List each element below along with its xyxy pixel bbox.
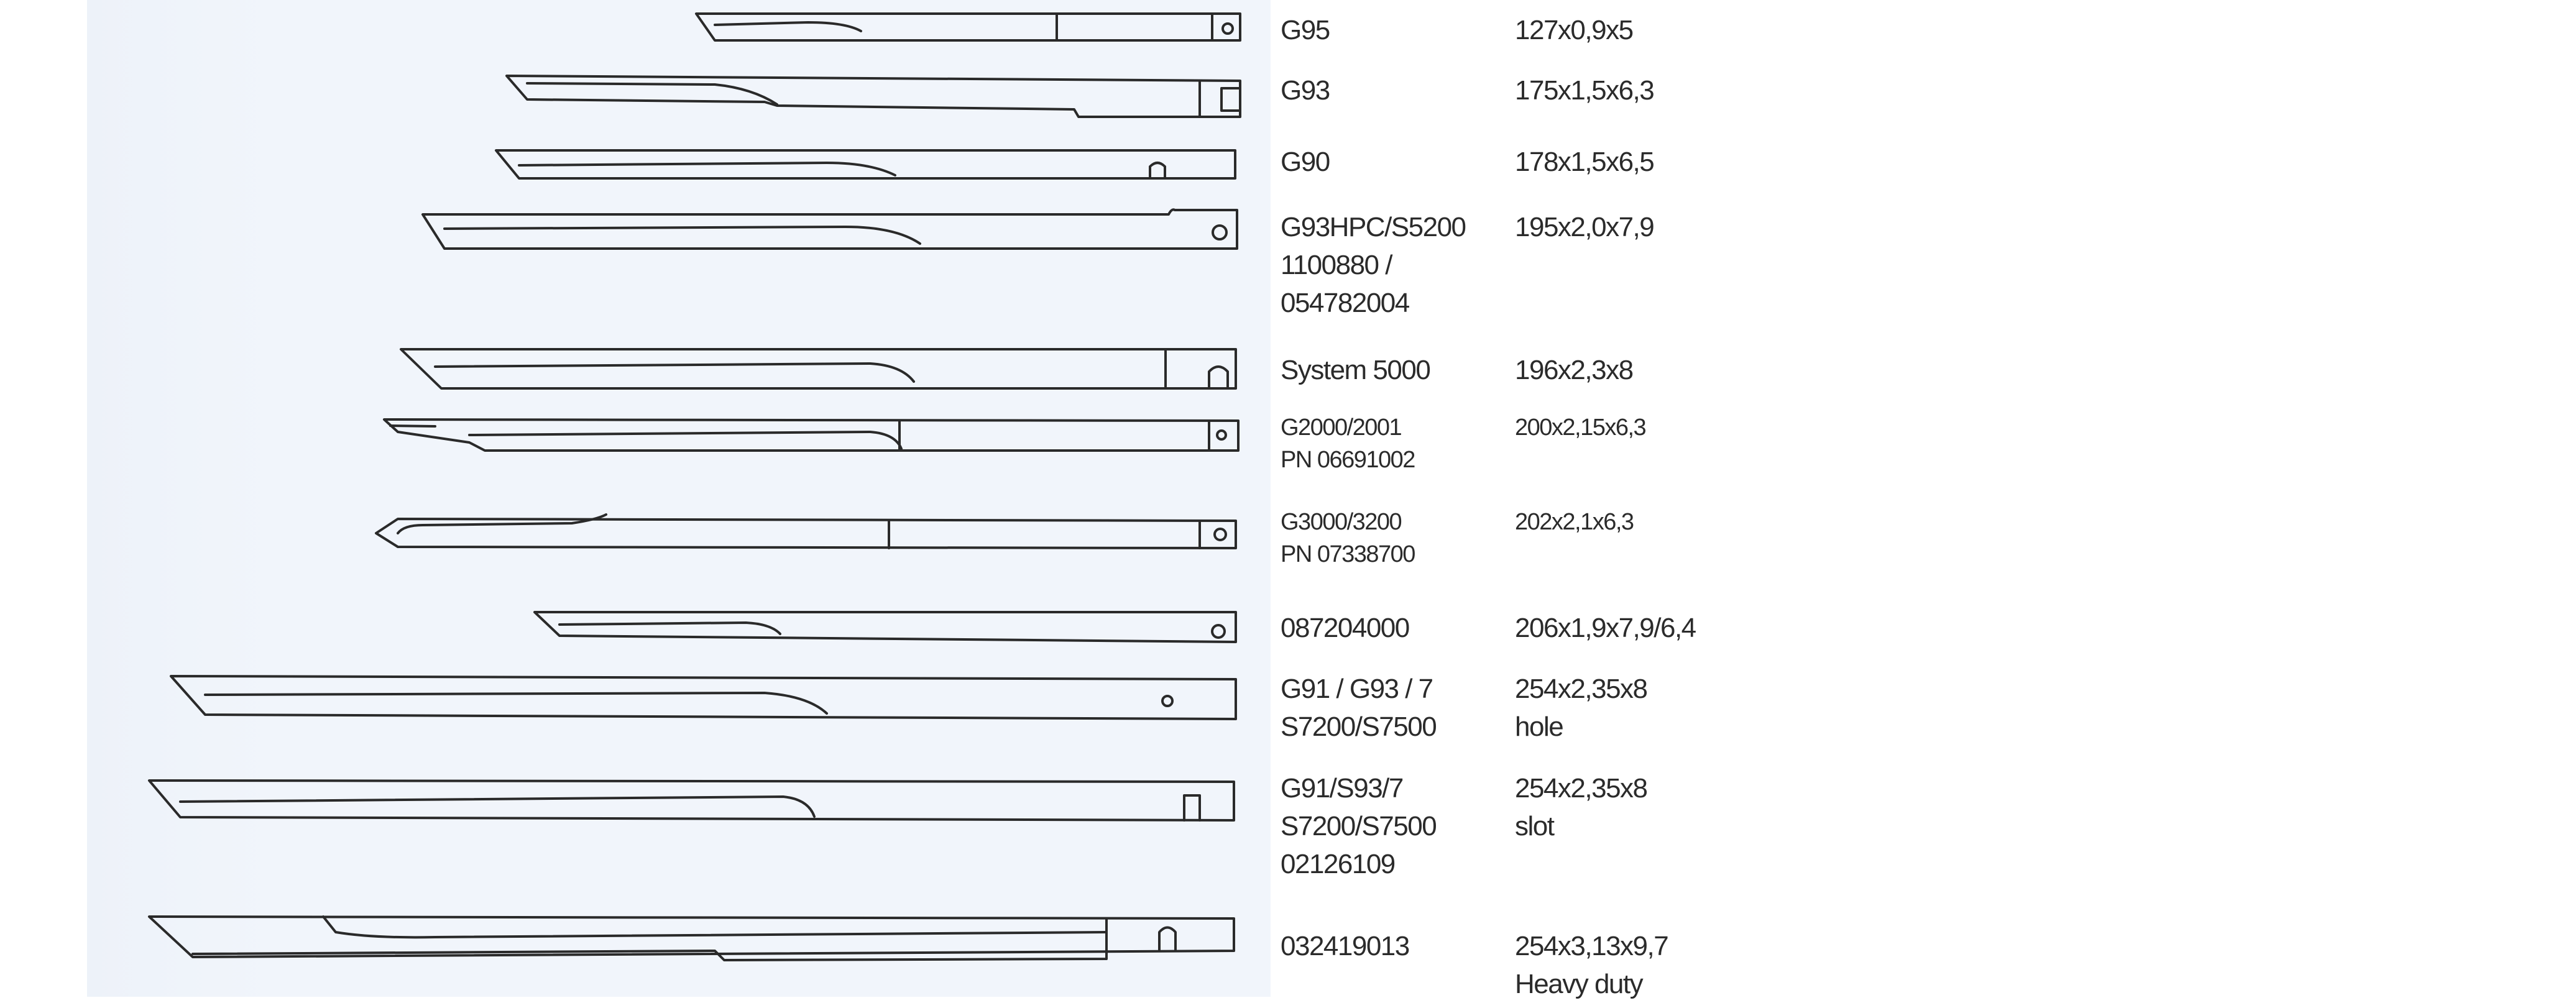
part-size-system5000: 196x2,3x8 [1515,355,1633,385]
part-size-g93: 175x1,5x6,3 [1515,75,1654,106]
blade-drawing-system5000 [401,349,1236,388]
part-name-g93hpc: G93HPC/S5200 1100880 / 054782004 [1281,212,1466,318]
part-size-g3000: 202x2,1x6,3 [1515,509,1634,535]
part-size-g93hpc: 195x2,0x7,9 [1515,212,1654,242]
blade-drawing-g91-hole [171,676,1236,719]
part-name-system5000: System 5000 [1281,355,1430,385]
part-name-g91-hole: G91 / G93 / 7 S7200/S7500 [1281,674,1437,742]
part-size-g90: 178x1,5x6,5 [1515,147,1654,177]
blade-drawing-g95 [696,14,1240,40]
part-name-g2000: G2000/2001 PN 06691002 [1281,414,1415,473]
part-size-g91-hole: 254x2,35x8 hole [1515,674,1647,742]
blade-drawing-g93 [507,76,1240,117]
part-name-g95: G95 [1281,15,1330,45]
blade-drawing-g2000 [384,419,1238,451]
blade-drawing-g3000 [376,515,1236,548]
blade-drawing-087204000 [535,612,1236,642]
blade-drawing-g90 [496,150,1235,178]
part-size-g95: 127x0,9x5 [1515,15,1633,45]
part-size-g91-slot: 254x2,35x8 slot [1515,773,1647,841]
part-name-g93: G93 [1281,75,1330,106]
blade-drawing-g91-slot [149,781,1234,820]
blade-drawing-032419013 [149,917,1234,960]
part-name-032419013: 032419013 [1281,931,1409,961]
part-size-087204000: 206x1,9x7,9/6,4 [1515,613,1696,643]
part-size-032419013: 254x3,13x9,7 Heavy duty [1515,931,1668,999]
blade-drawing-g93hpc [423,209,1237,249]
part-name-g91-slot: G91/S93/7 S7200/S7500 02126109 [1281,773,1437,879]
part-name-g3000: G3000/3200 PN 07338700 [1281,509,1415,567]
part-name-087204000: 087204000 [1281,613,1409,643]
part-size-g2000: 200x2,15x6,3 [1515,414,1646,441]
part-name-g90: G90 [1281,147,1330,177]
